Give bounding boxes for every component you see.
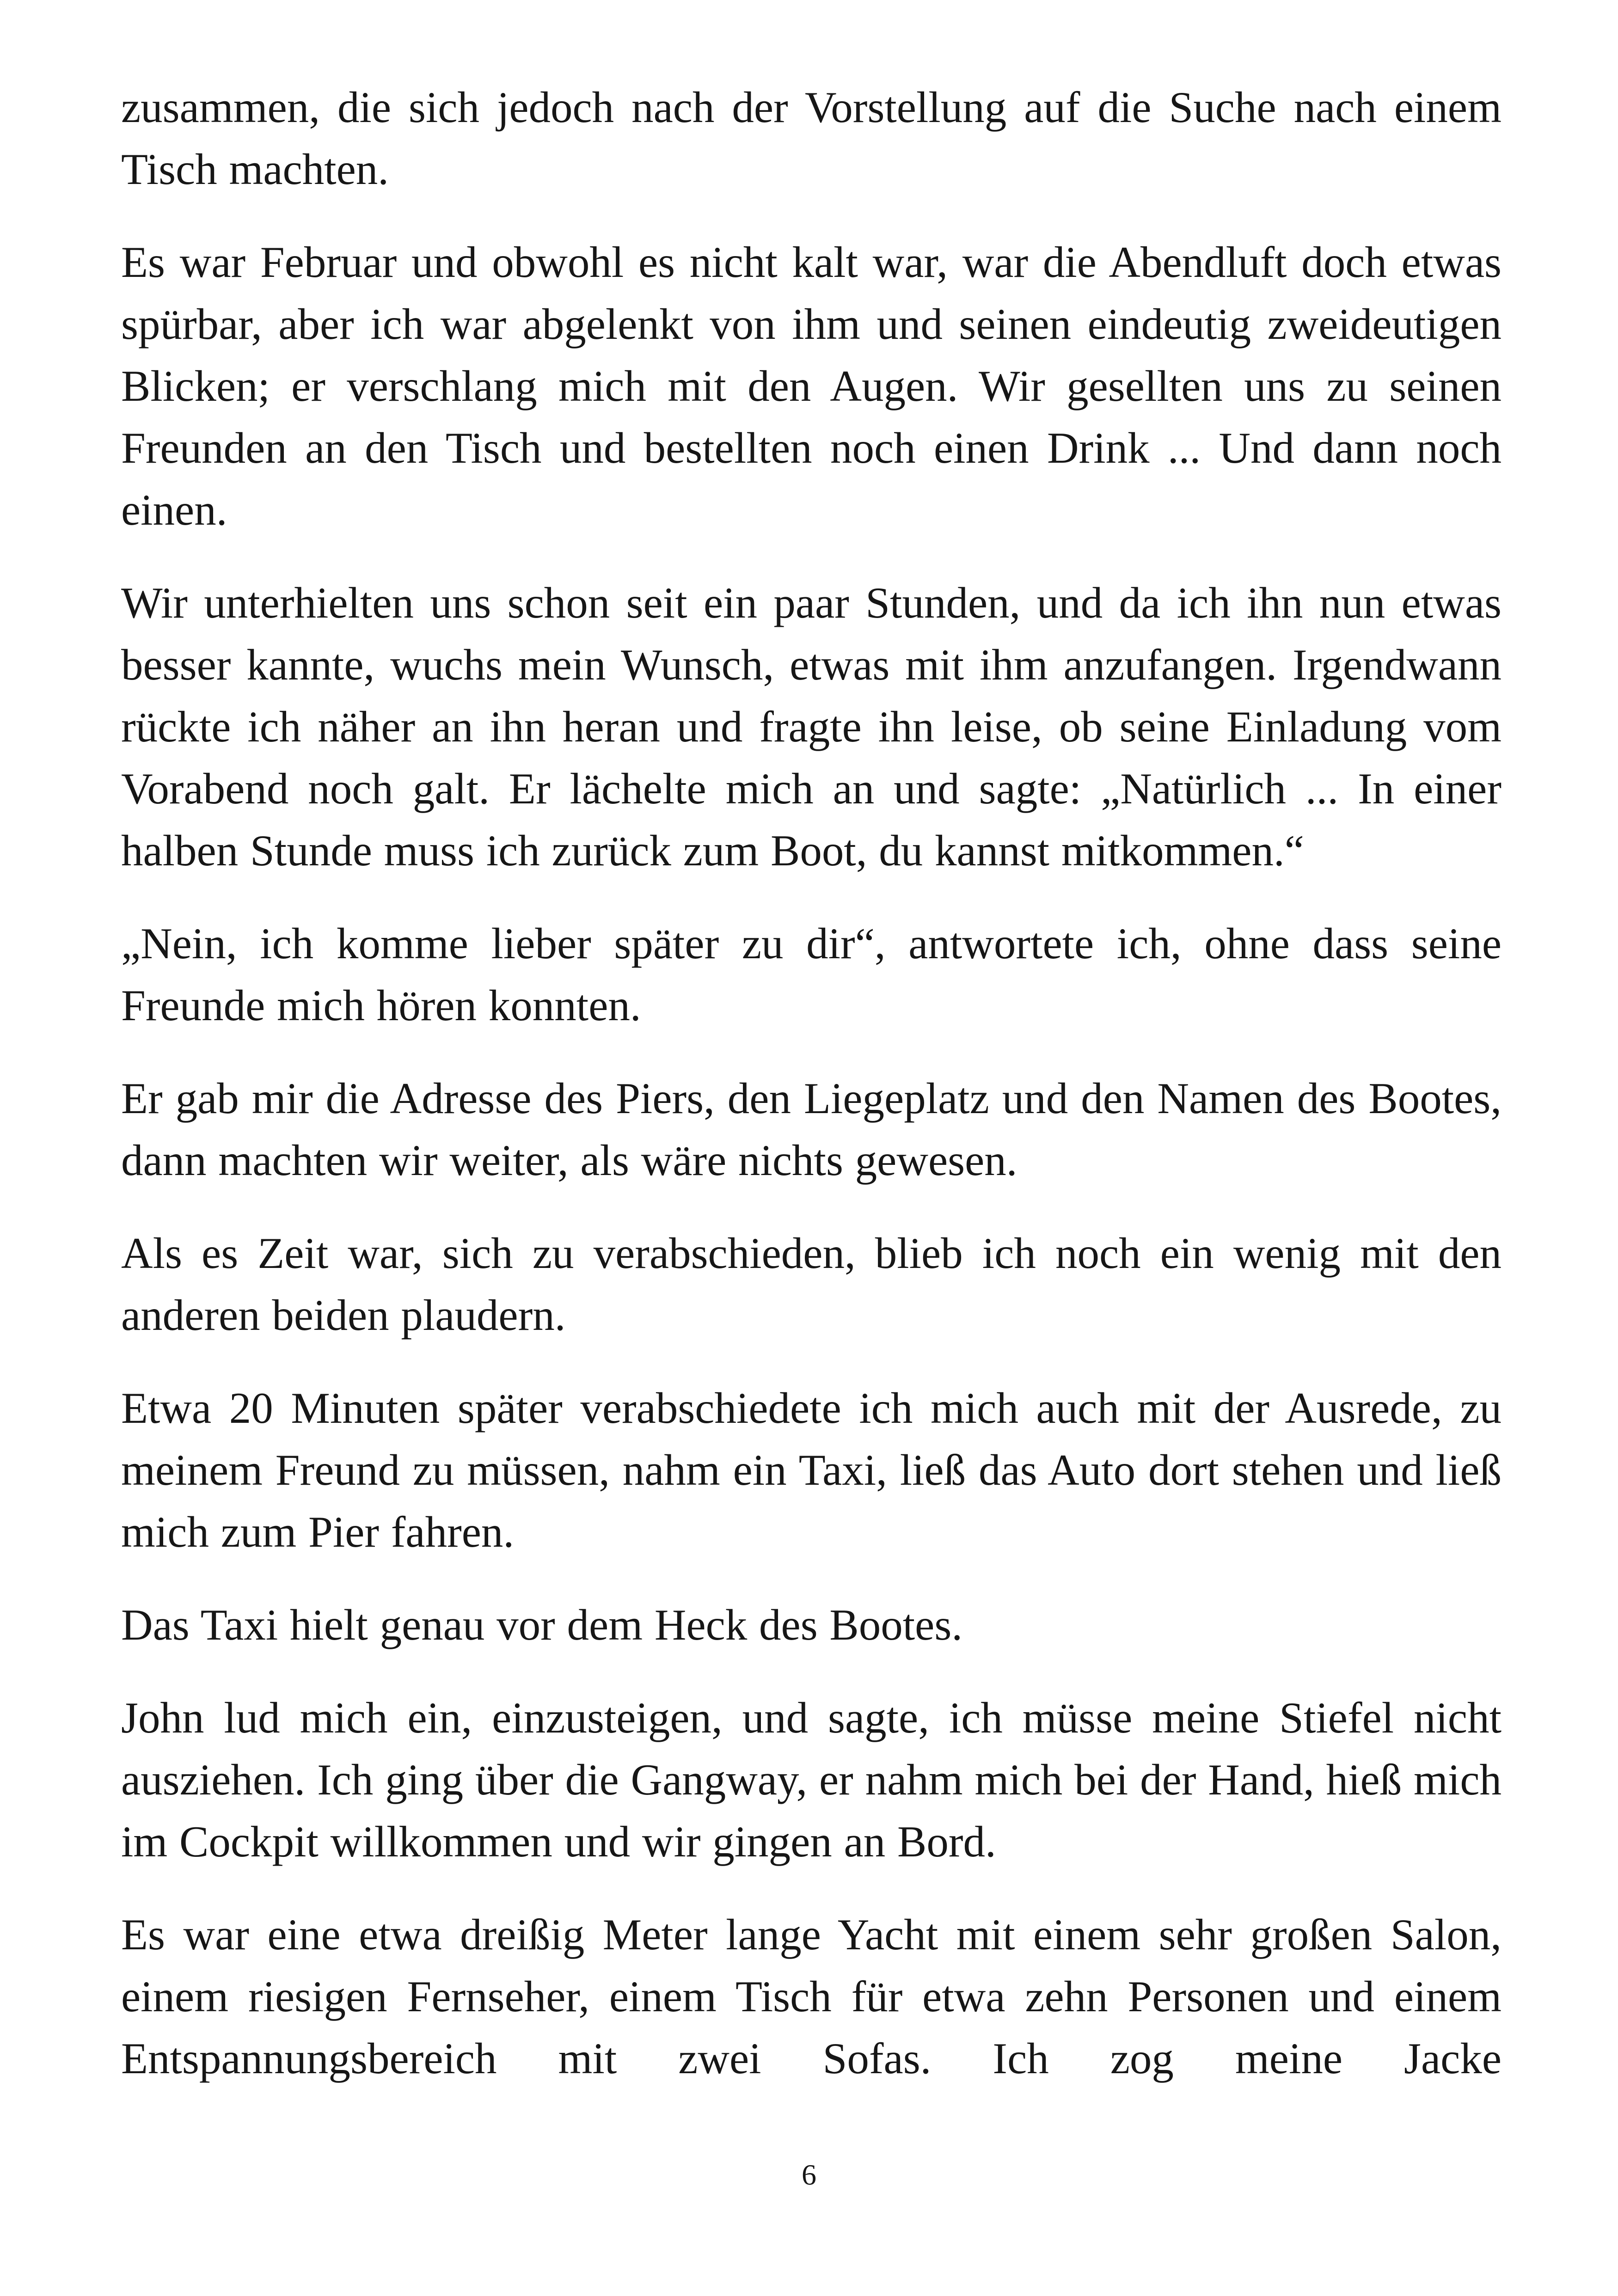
paragraph: Es war eine etwa dreißig Meter lange Yacht mit einem sehr großen Salon, einem riesigen Fernseher, einem Tisch für etwa zehn Personen und einem Entspannungsbereich mit zwei Sofas. Ich zog meine Jacke	[121, 1910, 1502, 2083]
page-number: 6	[802, 2158, 816, 2191]
paragraph: „Nein, ich komme lieber später zu dir“, antwortete ich, ohne dass seine Freunde mich hören konnten.	[121, 919, 1502, 1030]
page-body	[121, 76, 1502, 2089]
paragraph: Wir unterhielten uns schon seit ein paar Stunden, und da ich ihn nun etwas besser kannte, wuchs mein Wunsch, etwas mit ihm anzufangen. Irgendwann rückte ich näher an ihn heran und fragte ihn leise, ob seine Einladung vom Vorabend noch galt. Er lächelte mich an und sagte: „Natürlich ... In einer halben Stunde muss ich zurück zum Boot, du kannst mitkommen.“	[121, 578, 1502, 875]
paragraph: Er gab mir die Adresse des Piers, den Liegeplatz und den Namen des Bootes, dann machten wir weiter, als wäre nichts gewesen.	[121, 1074, 1502, 1185]
paragraph: Etwa 20 Minuten später verabschiedete ich mich auch mit der Ausrede, zu meinem Freund zu müssen, nahm ein Taxi, ließ das Auto dort stehen und ließ mich zum Pier fahren.	[121, 1384, 1502, 1556]
paragraph: Es war Februar und obwohl es nicht kalt war, war die Abendluft doch etwas spürbar, aber ich war abgelenkt von ihm und seinen eindeutig zweideutigen Blicken; er verschlang mich mit den Augen. Wir gesellten uns zu seinen Freunden an den Tisch und bestellten noch einen Drink ... Und dann noch einen.	[121, 238, 1502, 534]
paragraph: Als es Zeit war, sich zu verabschieden, blieb ich noch ein wenig mit den anderen beiden plaudern.	[121, 1229, 1502, 1340]
paragraph: John lud mich ein, einzusteigen, und sagte, ich müsse meine Stiefel nicht ausziehen. Ich ging über die Gangway, er nahm mich bei der Hand, hieß mich im Cockpit willkommen und wir gingen an Bord.	[121, 1693, 1502, 1866]
paragraph: zusammen, die sich jedoch nach der Vorstellung auf die Suche nach einem Tisch machten.	[121, 83, 1502, 194]
paragraph: Das Taxi hielt genau vor dem Heck des Bootes.	[121, 1600, 963, 1649]
